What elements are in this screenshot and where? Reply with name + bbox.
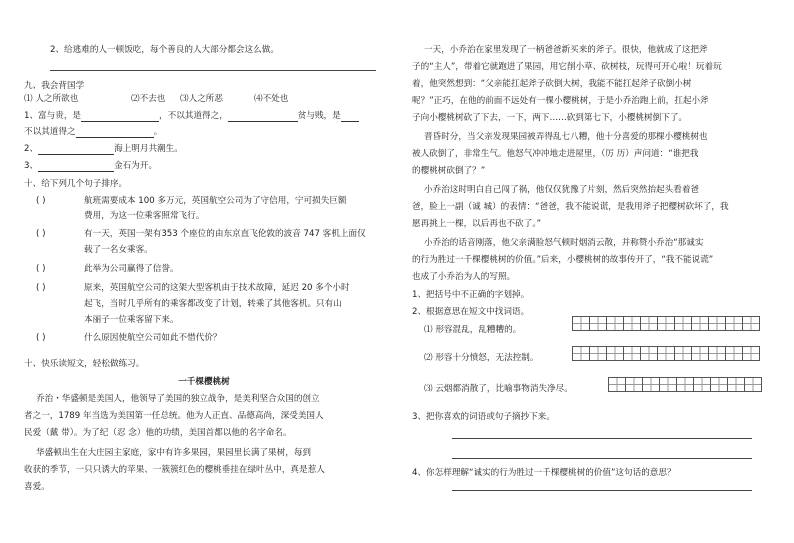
- grid-cell[interactable]: [623, 346, 641, 361]
- answer-line[interactable]: [452, 490, 752, 491]
- recite-line-1-cont: [24, 126, 162, 138]
- grid-cell[interactable]: [742, 316, 760, 331]
- story-p4-l3: 的樱桃树砍倒了？”: [412, 166, 486, 176]
- order-text-4-cont2: 本丽子一位乘客留下来。: [84, 315, 179, 325]
- blank[interactable]: [341, 112, 359, 122]
- blank[interactable]: [81, 112, 159, 122]
- question-3: 3、把你喜欢的词语或句子摘抄下来。: [412, 412, 555, 422]
- recite-line-1: [24, 110, 359, 122]
- answer-line[interactable]: [452, 458, 752, 459]
- grid-cell[interactable]: [642, 377, 660, 392]
- order-paren-5[interactable]: ( ): [36, 333, 46, 343]
- blank[interactable]: [38, 162, 114, 172]
- story-p4-l2: 被人砍倒了，非常生气。他怒气冲冲地走进屋里，（厉 历）声问道：“谁把我: [412, 149, 699, 159]
- grid-cell[interactable]: [589, 346, 607, 361]
- recite-2: 海上明月共潮生。: [114, 144, 183, 154]
- word-grid-2[interactable]: [572, 346, 759, 361]
- order-text-5: 什么原因使航空公司如此不惜代价？: [84, 333, 222, 343]
- story-p6-l2: 的行为胜过一千棵樱桃树的价值。”后来，小樱桃树的故事传开了，“我不能说谎”: [412, 255, 714, 265]
- grid-cell[interactable]: [608, 377, 626, 392]
- grid-cell[interactable]: [572, 346, 590, 361]
- grid-cell[interactable]: [659, 377, 677, 392]
- question-4: 4、你怎样理解“诚实的行为胜过一千棵樱桃树的价值”这句话的意思？: [412, 468, 676, 478]
- answer-line[interactable]: [452, 438, 752, 439]
- grid-cell[interactable]: [640, 316, 658, 331]
- order-text-4: 原来，英国航空公司的这架大型客机由于技术故障，延迟 20 多个小时: [84, 283, 350, 293]
- recite-line-2: [24, 143, 183, 155]
- blank[interactable]: [228, 112, 298, 122]
- recite-3: 金石为开。: [114, 161, 158, 171]
- recite-line-3: [24, 160, 157, 172]
- order-paren-3[interactable]: ( ): [36, 264, 46, 274]
- q2-item-1: ⑴ 形容混乱，乱糟糟的。: [424, 325, 522, 335]
- story-p2-l3: 喜爱。: [24, 482, 50, 492]
- story-p3-l1: 一天，小乔治在家里发现了一柄爸爸新买来的斧子。很快，他就成了这把斧: [424, 45, 708, 55]
- story-p3-l2: 子的“主人”，带着它就跑进了果园，用它削小草、砍树枝，玩得可开心啦！玩着玩: [412, 62, 722, 72]
- grid-cell[interactable]: [623, 316, 641, 331]
- grid-cell[interactable]: [572, 316, 590, 331]
- order-paren-1[interactable]: ( ): [36, 196, 46, 206]
- grid-cell[interactable]: [725, 346, 743, 361]
- order-text-2-cont: 载了一名女乘客。: [84, 245, 153, 255]
- grid-cell[interactable]: [625, 377, 643, 392]
- recite-1a: 1、富与贵，是: [24, 111, 82, 121]
- grid-cell[interactable]: [657, 316, 675, 331]
- option-1: ⑴ 人之所欲也: [24, 94, 79, 104]
- order-text-2: 有一天，英国一架有353 个座位的由东京直飞伦敦的波音 747 客机上面仅: [84, 229, 366, 239]
- blank[interactable]: [76, 128, 154, 138]
- recite-1e: 。: [153, 127, 163, 137]
- order-paren-4[interactable]: ( ): [36, 283, 46, 293]
- order-text-1-cont: 费用，为这一位乘客照常飞行。: [84, 211, 205, 221]
- grid-cell[interactable]: [606, 346, 624, 361]
- grid-cell[interactable]: [640, 346, 658, 361]
- story-p1-l1: 乔治・华盛顿是美国人，他领导了美国的独立战争，是美利坚合众国的创立: [36, 394, 320, 404]
- story-p6-l1: 小乔治的话音刚落，他父亲满脸怒气顿时烟消云散，并称赞小乔治“那诚实: [424, 238, 704, 248]
- grid-cell[interactable]: [691, 346, 709, 361]
- story-p1-l3: 民爱（戴 带）。为了纪（忍 念）他的功绩，美国首都以他的名字命名。: [24, 428, 292, 438]
- q2-item-3: ⑶ 云烟都消散了，比喻事物消失净尽。: [424, 384, 573, 394]
- story-p1-l2: 者之一，1789 年当选为美国第一任总统。他为人正直、品德高尚，深受美国人: [24, 411, 324, 421]
- story-p4-l1: 晋昏时分，当父亲发现果园被弄得乱七八糟，他十分喜爱的那棵小樱桃树也: [424, 132, 708, 142]
- story-p2-l1: 华盛顿出生在大庄园主家庭，家中有许多果园，果园里长满了果树，每到: [36, 448, 312, 458]
- section10-heading: 十、给下列几个句子排序。: [24, 179, 128, 189]
- grid-cell[interactable]: [708, 346, 726, 361]
- grid-cell[interactable]: [693, 377, 711, 392]
- recite-1d: 不以其道得之: [24, 127, 76, 137]
- word-grid-3[interactable]: [608, 377, 761, 392]
- story-p3-l4: 呢？”正巧，在他的前面不远处有一棵小樱桃树，于是小乔治跑上前，扛起小斧: [412, 96, 709, 106]
- order-text-4-cont: 起飞，当时几乎所有的乘客都改变了计划，转乘了其他客机。只有山: [84, 299, 342, 309]
- recite-3-num: 3、: [24, 161, 39, 171]
- question-2: 2、根据意思在短文中找词语。: [412, 307, 530, 317]
- question-1: 1、把括号中不正确的字划掉。: [412, 290, 530, 300]
- option-4: ⑷不处也: [254, 94, 289, 104]
- order-text-3: 此举为公司赢得了信誉。: [84, 264, 179, 274]
- grid-cell[interactable]: [674, 346, 692, 361]
- grid-cell[interactable]: [744, 377, 762, 392]
- grid-cell[interactable]: [657, 346, 675, 361]
- grid-cell[interactable]: [676, 377, 694, 392]
- grid-cell[interactable]: [589, 316, 607, 331]
- recite-1c: 贫与贱，是: [297, 111, 341, 121]
- grid-cell[interactable]: [674, 316, 692, 331]
- recite-1b: ，不以其道得之，: [159, 111, 228, 121]
- story-p3-l3: 着，他突然想到：“父亲能扛起斧子砍倒大树，我能不能扛起斧子砍倒小树: [412, 79, 692, 89]
- grid-cell[interactable]: [708, 316, 726, 331]
- grid-cell[interactable]: [727, 377, 745, 392]
- story-p5-l1: 小乔治这时明白自己闯了祸，他仅仅犹豫了片刻，然后突然抬起头看着爸: [424, 185, 700, 195]
- grid-cell[interactable]: [606, 316, 624, 331]
- blank[interactable]: [38, 145, 114, 155]
- order-text-1: 航班需要成本 100 多万元，英国航空公司为了守信用，宁可损失巨额: [84, 196, 347, 206]
- story-p6-l3: 也成了小乔治为人的写照。: [412, 272, 516, 282]
- section11-heading: 十、快乐读短文，轻松做练习。: [24, 359, 145, 369]
- recite-2-num: 2、: [24, 144, 39, 154]
- story-title: 一千棵樱桃树: [178, 377, 230, 387]
- grid-cell[interactable]: [742, 346, 760, 361]
- option-3: ⑶人之所恶: [180, 94, 223, 104]
- option-2: ⑵不去也: [131, 94, 166, 104]
- q2-reading: 2、给逃难的人一顿饭吃，每个善良的人大部分都会这么做。: [50, 45, 279, 55]
- story-p5-l3: 愿再挑上一棵，以后再也不砍了。”: [412, 219, 542, 229]
- order-paren-2[interactable]: ( ): [36, 229, 46, 239]
- grid-cell[interactable]: [710, 377, 728, 392]
- q2-item-2: ⑵ 形容十分愤怒，无法控制。: [424, 353, 539, 363]
- grid-cell[interactable]: [691, 316, 709, 331]
- section9-heading: 九、我会背国学: [24, 81, 85, 91]
- grid-cell[interactable]: [725, 316, 743, 331]
- story-p3-l5: 子向小樱桃树砍了下去，一下，两下……砍到第七下，小樱桃树倒下了。: [412, 113, 688, 123]
- answer-line[interactable]: [50, 70, 376, 71]
- story-p5-l2: 爸，脸上一副（诚 城）的表情：“爸爸，我不能说谎，是我用斧子把樱树砍坏了，我: [412, 202, 729, 212]
- story-p2-l2: 收获的季节，一只只诱大的苹果、一簇簇红色的樱桃垂挂在绿叶丛中，真是惹人: [24, 465, 325, 475]
- word-grid-1[interactable]: [572, 316, 759, 331]
